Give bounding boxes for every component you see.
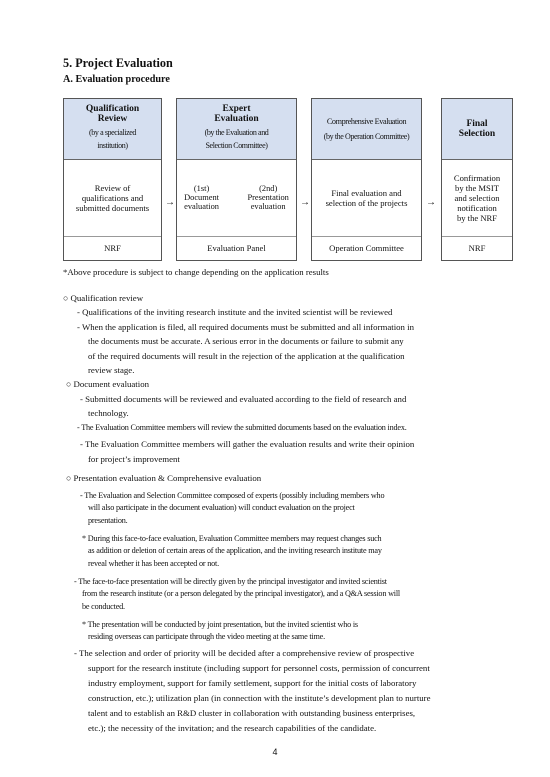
paragraph-line: residing overseas can participate through the video meeting at the same time. <box>88 632 325 641</box>
description-line: qualifications and <box>81 192 144 203</box>
paragraph-line: for project’s improvement <box>88 454 180 464</box>
stage-title: Expert <box>222 104 251 114</box>
stage-description <box>177 159 296 237</box>
section-title: 5. Project Evaluation <box>63 56 173 70</box>
paragraph-line: - The Evaluation Committee members will review the submitted documents based on the evaluation index. <box>77 423 407 432</box>
procedure-note: *Above procedure is subject to change depending on the application results <box>63 267 329 277</box>
stage-expert-evaluation <box>176 98 297 261</box>
stage-subtitle: (by the Operation Committee) <box>323 132 410 141</box>
paragraph-line: construction, etc.); utilization plan (in connection with the institute’s development plan to nurture <box>88 693 431 703</box>
paragraph-line: reveal whether it has been accepted or not. <box>88 559 219 568</box>
paragraph-line: of the required documents will result in the rejection of the application at the qualification <box>88 351 405 361</box>
flow-arrow: → <box>426 197 436 208</box>
paragraph-line: talent and to establish an R&D cluster in collaboration with outstanding business enterprises, <box>88 708 416 718</box>
paragraph-line: etc.); the necessity of the invitation; and the research capabilities of the candidate. <box>88 723 377 733</box>
stage-agency: NRF <box>468 243 486 253</box>
flow-arrow: → <box>300 197 310 208</box>
stage-agency: Operation Committee <box>329 243 404 253</box>
stage-subtitle: (by a specialized <box>89 128 136 137</box>
paragraph-line: the documents must be accurate. A serious error in the documents or failure to submit any <box>88 336 404 346</box>
description-line: submitted documents <box>75 202 150 213</box>
stage-comprehensive-evaluation <box>311 98 422 261</box>
stage-subtitle: institution) <box>97 141 128 150</box>
stage-description <box>64 159 161 237</box>
stage-header <box>442 99 512 160</box>
stage-subtitle: (by the Evaluation and <box>204 128 269 137</box>
heading-qualification-review: ○ Qualification review <box>63 293 144 303</box>
description-line: (2nd) <box>259 184 278 193</box>
heading-presentation-evaluation: ○ Presentation evaluation & Comprehensive evaluation <box>66 473 262 483</box>
description-line: Presentation <box>247 193 289 202</box>
paragraph-line: - When the application is filed, all required documents must be submitted and all information in <box>77 322 414 332</box>
paragraph-line: industry employment, support for family settlement, support for the initial costs of laboratory <box>88 678 417 688</box>
stage-header <box>64 99 161 160</box>
description-line: evaluation <box>250 202 286 211</box>
description-line: Review of <box>94 182 131 193</box>
stage-title: Review <box>97 114 128 124</box>
paragraph-line: presentation. <box>88 516 128 525</box>
description-line: Final evaluation and <box>331 187 402 198</box>
stage-header <box>177 99 296 160</box>
description-line: Document <box>184 193 219 202</box>
page-number: 4 <box>272 747 278 757</box>
heading-document-evaluation: ○ Document evaluation <box>66 379 149 389</box>
paragraph-line: * During this face-to-face evaluation, Evaluation Committee members may request changes such <box>82 534 382 543</box>
description-line: evaluation <box>184 202 219 211</box>
description-line: and selection <box>454 192 500 203</box>
paragraph-line: as addition or deletion of certain areas of the application, and the inviting research institute may <box>88 546 382 555</box>
stage-final-selection <box>441 98 513 261</box>
stage-title: Evaluation <box>214 114 259 124</box>
paragraph-line: - Submitted documents will be reviewed and evaluated according to the field of research and <box>80 394 407 404</box>
paragraph-line: support for the research institute (including support for personnel costs, permission of concurrent <box>88 663 430 673</box>
paragraph-line: technology. <box>88 408 129 418</box>
stage-title: Qualification <box>85 104 140 114</box>
description-line: Confirmation <box>453 172 501 183</box>
stage-description <box>442 159 512 237</box>
paragraph-line: - The face-to-face presentation will be directly given by the principal investigator and invited scientist <box>74 577 387 586</box>
paragraph-line: from the research institute (or a person delegated by the principal investigator), and a Q&A session will <box>82 589 401 598</box>
subsection-title: A. Evaluation procedure <box>63 74 170 85</box>
description-line: selection of the projects <box>325 197 408 208</box>
paragraph-line: - Qualifications of the inviting research institute and the invited scientist will be reviewed <box>77 307 393 317</box>
stage-title: Final <box>466 119 488 129</box>
paragraph-line: be conducted. <box>82 602 125 611</box>
description-line: by the MSIT <box>455 182 499 193</box>
stage-description <box>312 159 421 237</box>
stage-subtitle: Selection Committee) <box>205 141 268 150</box>
stage-agency: Evaluation Panel <box>207 243 266 253</box>
description-line: notification <box>457 202 497 213</box>
paragraph-line: - The Evaluation Committee members will gather the evaluation results and write their opinion <box>80 439 415 449</box>
description-line: (1st) <box>193 184 210 193</box>
description-line: by the NRF <box>456 212 498 223</box>
flow-arrow: → <box>165 197 175 208</box>
paragraph-line: * The presentation will be conducted by joint presentation, but the invited scientist who is <box>82 620 358 629</box>
paragraph-line: review stage. <box>88 365 135 375</box>
stage-title: Selection <box>458 129 496 139</box>
stage-header <box>312 99 421 160</box>
paragraph-line: - The Evaluation and Selection Committee composed of experts (possibly including members who <box>80 491 385 500</box>
stage-title: Comprehensive Evaluation <box>326 117 407 126</box>
stage-qualification-review <box>63 98 162 261</box>
paragraph-line: - The selection and order of priority will be decided after a comprehensive review of prospective <box>74 648 415 658</box>
paragraph-line: will also participate in the document evaluation) will conduct evaluation on the project <box>88 503 355 512</box>
stage-agency: NRF <box>104 243 121 253</box>
